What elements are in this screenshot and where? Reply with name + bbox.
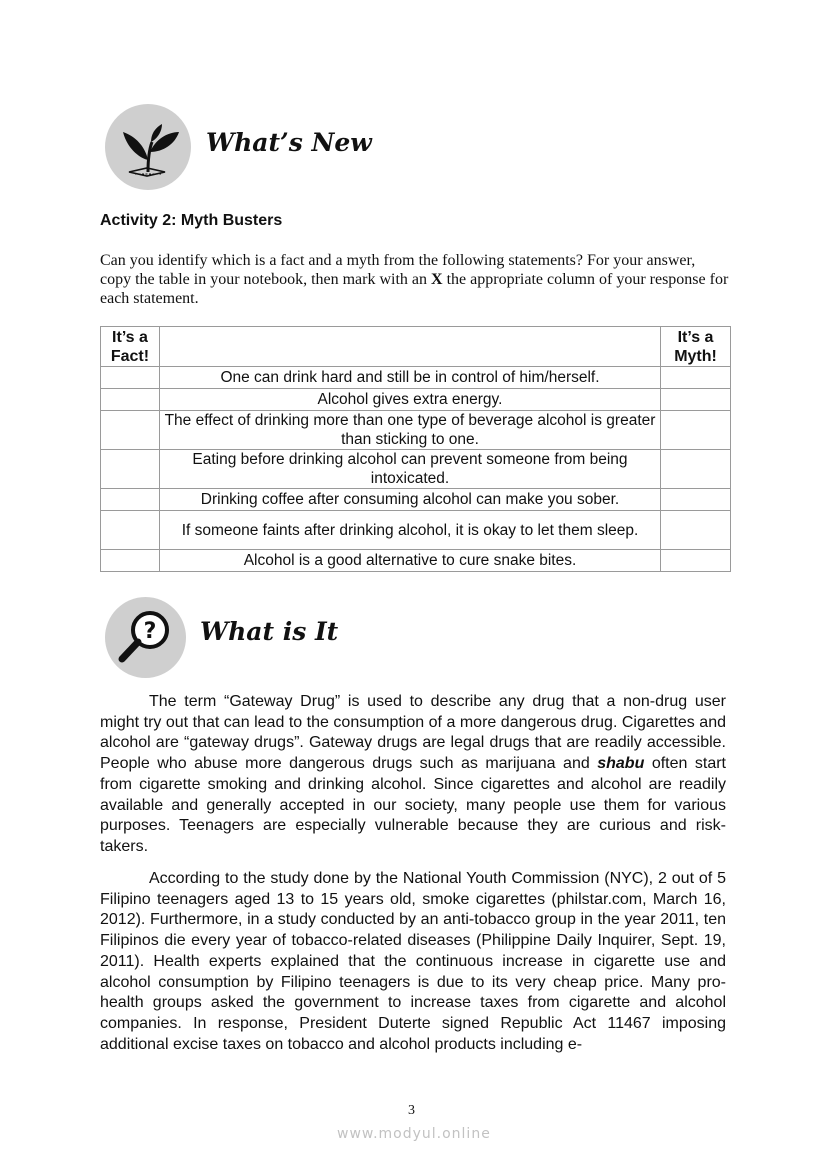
instructions-text-start: Can you identify which is a fact and a myth from the following statements? For your answer, copy the table in your notebook, then mark with an: [100, 252, 696, 288]
magnifier-question-icon: [105, 597, 186, 678]
table-header-row: [101, 327, 731, 367]
whats-new-title: What’s New: [206, 128, 372, 157]
table-row: [101, 389, 731, 411]
myth-cell[interactable]: [661, 367, 731, 389]
plant-in-book-icon: [105, 104, 191, 190]
statement-cell: Eating before drinking alcohol can prevent someone from being intoxicated.: [159, 450, 660, 489]
fact-cell[interactable]: [101, 411, 160, 450]
fact-cell[interactable]: [101, 450, 160, 489]
fact-cell[interactable]: [101, 511, 160, 550]
statement-cell: Alcohol gives extra energy.: [159, 389, 660, 411]
table-row: [101, 411, 731, 450]
statement-cell: Alcohol is a good alternative to cure snake bites.: [159, 550, 660, 572]
table-row: [101, 550, 731, 572]
table-row: [101, 450, 731, 489]
statement-cell: Drinking coffee after consuming alcohol can make you sober.: [159, 489, 660, 511]
statement-cell: One can drink hard and still be in control of him/herself.: [159, 367, 660, 389]
page-number: 3: [408, 1103, 415, 1118]
emphasis-shabu: shabu: [597, 755, 645, 773]
myth-cell[interactable]: [661, 411, 731, 450]
header-myth: It’s a Myth!: [661, 327, 731, 367]
table-row: [101, 511, 731, 550]
paragraph-text: The term “Gateway Drug” is used to describe any drug that a non-drug user might try out that can lead to the consumption of a more dangerous drug. Cigarettes and alcohol are “gateway drugs”. Gateway drugs are legal drugs that are readily accessible. People who abuse more dangerous drugs such as marijuana and: [100, 693, 726, 773]
instructions-mark: X: [431, 271, 443, 288]
paragraph-nyc-study: According to the study done by the National Youth Commission (NYC), 2 out of 5 Filipino teenagers aged 13 to 15 years old, smoke cigarettes (philstar.com, March 16, 2012). Furthermore, in a study conducted by an anti-tobacco group in the year 2011, ten Filipinos die every year of tobacco-related diseases (Philippine Daily Inquirer, Sept. 19, 2011). Health experts explained that the continuous increase in cigarette use and alcohol consumption by Filipino teenagers is due to its very cheap price. Many pro-health groups asked the government to increase taxes from cigarette and alcohol companies. In response, President Duterte signed Republic Act 11467 imposing additional excise taxes on tobacco and alcohol products including e-: [100, 870, 726, 1053]
activity-title: Activity 2: Myth Busters: [100, 212, 283, 229]
paragraph-text: often start from cigarette smoking and drinking alcohol. Since cigarettes and alcohol are readily available and generally accepted in our society, many people use them for various purposes. Teenagers are especially vulnerable because they are curious and risk-takers.: [100, 755, 727, 855]
what-is-it-title: What is It: [200, 617, 339, 646]
fact-cell[interactable]: [101, 550, 160, 572]
instructions-text-end: the appropriate column of your response for each statement.: [100, 271, 729, 307]
myth-cell[interactable]: [661, 511, 731, 550]
fact-cell[interactable]: [101, 367, 160, 389]
statement-cell: The effect of drinking more than one type of beverage alcohol is greater than sticking to one.: [159, 411, 660, 450]
myth-cell[interactable]: [661, 389, 731, 411]
what-is-it-icon-badge: [105, 597, 186, 678]
table-row: [101, 367, 731, 389]
header-fact: It’s a Fact!: [101, 327, 160, 367]
statement-cell: If someone faints after drinking alcohol, it is okay to let them sleep.: [159, 511, 660, 550]
watermark: www.modyul.online: [337, 1126, 491, 1142]
fact-cell[interactable]: [101, 389, 160, 411]
table-row: [101, 489, 731, 511]
myth-cell[interactable]: [661, 450, 731, 489]
myth-cell[interactable]: [661, 489, 731, 511]
svg-text:?: ?: [143, 619, 157, 644]
myth-fact-table: [100, 326, 731, 572]
fact-cell[interactable]: [101, 489, 160, 511]
myth-cell[interactable]: [661, 550, 731, 572]
whats-new-icon-badge: [105, 104, 191, 190]
header-blank: [159, 327, 660, 367]
paragraph-gateway-drug: [100, 692, 726, 858]
activity-instructions: [100, 251, 730, 308]
